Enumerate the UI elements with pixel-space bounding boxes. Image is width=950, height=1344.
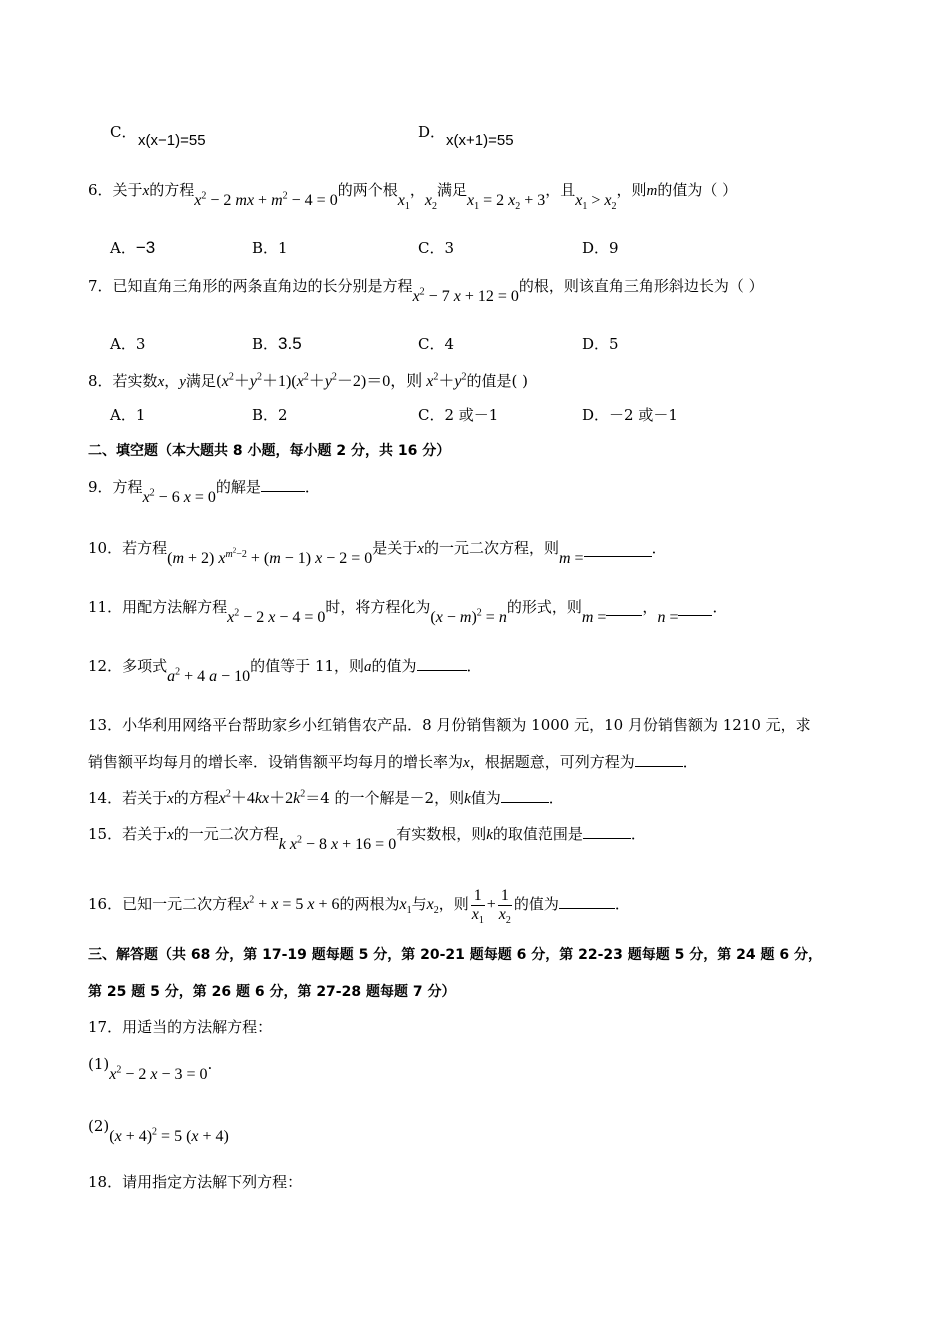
q5-option-d-expr: x(x+1)=55	[446, 132, 514, 149]
question-16: 16．已知一元二次方程$x^2 + x = 5$ x + 6的两根为$x_1$与$x_2$，则 $\frac{1}{x_1}$ + $\frac{1}{x_2}$ 的值为 ．	[88, 886, 630, 926]
answer-blank[interactable]	[583, 824, 631, 839]
q6-option-a: A．−3	[110, 238, 156, 257]
answer-blank[interactable]	[606, 601, 642, 616]
q8-option-a: A．1	[110, 406, 146, 424]
question-number: 12．	[88, 657, 123, 675]
q12-expression: $a^2 + 4$ a − 10	[167, 666, 251, 685]
answer-blank[interactable]	[261, 477, 305, 492]
question-10: 10．若方程(m + 2) $x^{m^2-2} + (m - 1) x - 2 = 0$是关于x的一元二次方程，则m =．	[88, 539, 667, 567]
fraction-1-over-x2: $\frac{1}{x_2}$	[498, 886, 511, 926]
question-17-part-2: $(2)(x + 4)^2 = 5$ (x + 4)	[88, 1117, 229, 1145]
q11-equation: $x^2 - 2$ x − 4 = 0	[227, 607, 326, 626]
q11-form: $(x - m)^2 = n$	[430, 607, 507, 626]
q14-equation: $x^2+4kx+2k^2$	[218, 788, 306, 807]
section-2-heading: 二、填空题（本大题共 8 小题，每小题 2 分，共 16 分）	[88, 443, 451, 459]
q7-option-b: B．3.5	[252, 334, 302, 353]
q8-option-c: C．2 或－1	[418, 406, 499, 424]
question-15: 15．若关于x的一元二次方程k $x^2 - 8$ x + 16 = 0有实数根，则k的取值范围是 ．	[88, 825, 646, 853]
answer-blank[interactable]	[635, 752, 683, 767]
question-18: 18．请用指定方法解下列方程：	[88, 1173, 303, 1191]
q6-option-b: B．1	[252, 239, 288, 257]
question-number: 9．	[88, 478, 113, 496]
q10-equation: (m + 2) $x^{m^2-2} + (m - 1) x - 2 = 0$	[167, 546, 373, 567]
q5-option-c-label: C．	[110, 123, 137, 141]
question-7: 7．已知直角三角形的两条直角边的长分别是方程$x^2 - 7$ x + 12 = 0的根，则该直角三角形斜边长为（ ）	[88, 277, 764, 305]
q6-option-d: D．9	[582, 239, 619, 257]
q9-equation: $x^2 - 6$ x = 0	[142, 487, 216, 506]
question-number: 16．	[88, 895, 123, 913]
question-number: 7．	[88, 277, 113, 295]
q5-option-d-label: D．	[418, 123, 446, 141]
answer-blank[interactable]	[501, 788, 549, 803]
q6-condition: $x_1 = 2$ $x_2 + 3$	[466, 192, 546, 213]
q17-1-equation: $x^2 - 2$ x − 3 = 0	[109, 1064, 208, 1083]
fraction-1-over-x1: $\frac{1}{x_1}$	[471, 886, 484, 926]
q8-option-b: B．2	[252, 406, 288, 424]
question-number: 8．	[88, 372, 113, 390]
question-17-part-1: $(1)x^2 - 2$ x − 3 = 0.	[88, 1055, 213, 1083]
q6-equation: $x^2 - 2$ mx + $m^2 - 4 = 0$	[194, 190, 338, 209]
q7-equation: $x^2 - 7$ x + 12 = 0	[412, 286, 519, 305]
q5-option-c-expr: x(x−1)=55	[138, 132, 206, 149]
section-3-heading-line-2: 第 25 题 5 分，第 26 题 6 分，第 27-28 题每题 7 分）	[88, 984, 456, 1000]
question-14: 14．若关于x的方程$x^2+4kx+2k^2=4$ 的一个解是－2，则k值为 ．	[88, 788, 564, 807]
q17-2-equation: $(x + 4)^2 = 5$ (x + 4)	[109, 1126, 229, 1145]
answer-blank[interactable]	[678, 601, 712, 616]
question-9: 9．方程$x^2 - 6$ x = 0的解是 ．	[88, 478, 320, 506]
q15-equation: k $x^2 - 8$ x + 16 = 0	[278, 834, 397, 853]
section-3-heading: 三、解答题（共 68 分，第 17-19 题每题 5 分，第 20-21 题每题 6 分，第 22-23 题每题 5 分，第 24 题 6 分，	[88, 947, 822, 963]
question-number: 10．	[88, 539, 123, 557]
question-12: 12．多项式$a^2 + 4$ a − 10的值等于 11，则a的值为 ．	[88, 657, 482, 685]
q7-option-d: D．5	[582, 335, 619, 353]
question-number: 15．	[88, 825, 123, 843]
q16-equation: $x^2 + x = 5$ x + 6	[242, 894, 340, 913]
answer-blank[interactable]	[559, 894, 615, 909]
question-number: 14．	[88, 789, 123, 807]
question-number: 11．	[88, 598, 123, 616]
question-6: 6．关于x的方程$x^2 - 2$ mx + $m^2 - 4 = 0$的两个根$x_1$，$x_2$满足$x_1 = 2$ $x_2 + 3$，且$x_1 > x_2$，则m的值为（ ）	[88, 181, 738, 213]
q7-option-a: A．3	[110, 335, 146, 353]
question-number: 18．	[88, 1173, 123, 1191]
answer-blank[interactable]	[584, 542, 652, 557]
answer-blank[interactable]	[417, 656, 467, 671]
question-13-line-2: 销售额平均每月的增长率．设销售额平均每月的增长率为x，根据题意，可列方程为 ．	[88, 753, 698, 771]
q8-option-d: D．－2 或－1	[582, 406, 678, 424]
question-number: 6．	[88, 181, 113, 199]
q7-option-c: C．4	[418, 335, 455, 353]
q6-option-c: C．3	[418, 239, 455, 257]
question-8: 8．若实数x，y满足$(x^2+y^2+1)(x^2+y^2-2)=0$，则 $x^2+y^2$的值是( )	[88, 371, 528, 390]
question-17: 17．用适当的方法解方程：	[88, 1018, 273, 1036]
question-11: 11．用配方法解方程$x^2 - 2$ x − 4 = 0时，将方程化为$(x - m)^2 = n$的形式，则m =，n =．	[88, 598, 728, 626]
question-number: 13．	[88, 716, 123, 734]
question-number: 17．	[88, 1018, 123, 1036]
question-13: 13．小华利用网络平台帮助家乡小红销售农产品．8 月份销售额为 1000 元，10 月份销售额为 1210 元，求	[88, 716, 811, 734]
q8-equation: $x^2+y^2+1)(x^2+y^2-2)=0$，则 $x^2+y^2$	[221, 371, 467, 390]
